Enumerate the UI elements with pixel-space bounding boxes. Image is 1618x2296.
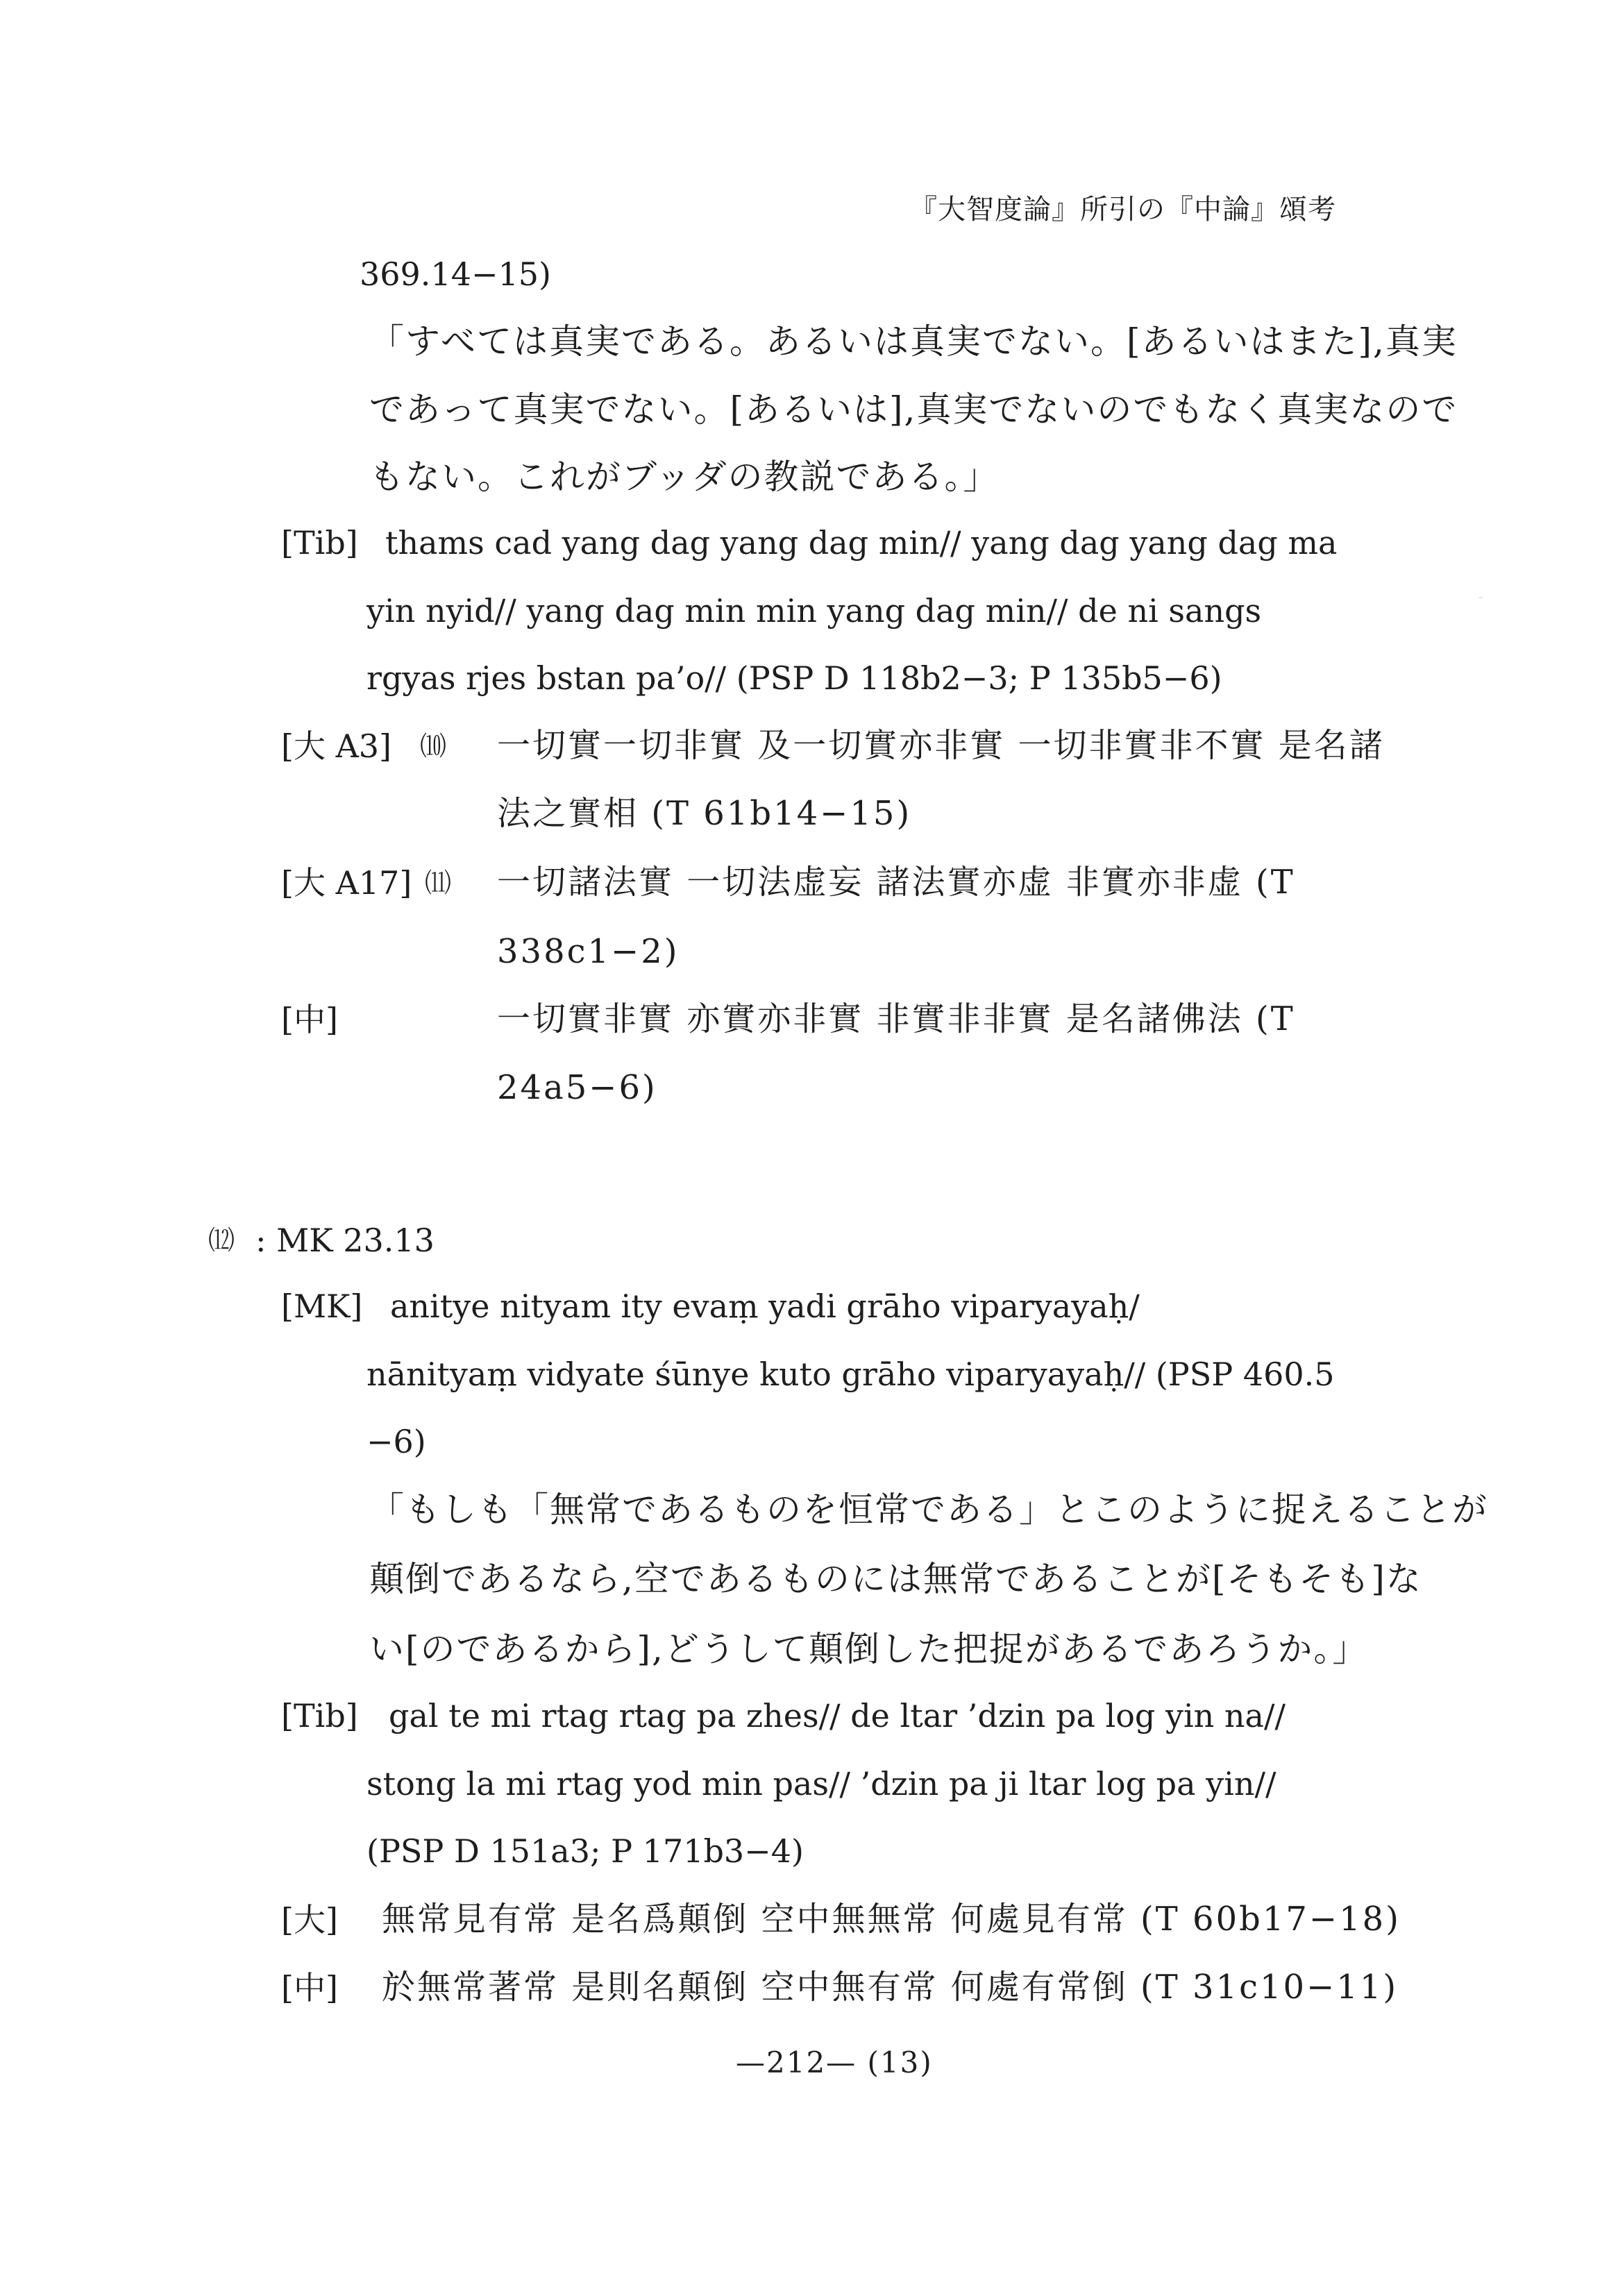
mk-line-3: −6) [366,1423,426,1460]
tib2-line-3: (PSP D 151a3; P 171b3−4) [366,1832,804,1870]
tib2-tag: [Tib] [281,1697,358,1734]
translation2-line-2: 顛倒であるなら,空であるものには無常であることが[そもそも]な [369,1559,1422,1599]
da-line: 無常見有常 是名爲顛倒 空中無無常 何處見有常 (T 60b17−18) [382,1900,1401,1939]
section-heading: : MK 23.13 [255,1222,435,1259]
da-a3-line-2: 法之實相 (T 61b14−15) [497,794,912,833]
running-head: 『大智度論』所引の『中論』頌考 [909,194,1336,226]
note-marker-11: ⑾ [425,868,452,898]
zhong-line-2: 24a5−6) [497,1068,657,1107]
translation-line-1: 「すべては真実である。あるいは真実でない。[あるいはまた],真実 [369,321,1458,362]
tib-line-1: thams cad yang dag yang dag min// yang dag yang dag ma [385,524,1338,562]
tib-line-2: yin nyid// yang dag min min yang dag min// de ni sangs [366,592,1262,630]
zhong-line-1: 一切實非實 亦實亦非實 非實非非實 是名諸佛法 (T [497,999,1295,1038]
translation-line-2: であって真実でない。[あるいは],真実でないのでもなく真実なので [369,389,1458,430]
da-tag: [大] [281,1901,338,1939]
tib2-line-2: stong la mi rtag yod min pas// ’dzin pa ji ltar log pa yin// [366,1765,1276,1803]
zhong2-line: 於無常著常 是則名顛倒 空中無有常 何處有常倒 (T 31c10−11) [382,1968,1399,2007]
zhong-tag: [中] [281,1001,338,1038]
translation2-line-3: い[のであるから],どうして顛倒した把捉があるであろうか。」 [369,1629,1369,1669]
zhong2-tag: [中] [281,1969,338,2007]
da-a3-tag: [大 A3] [281,727,392,765]
da-a17-tag: [大 A17] [281,864,412,902]
tib2-line-1: gal te mi rtag rtag pa zhes// de ltar ’dzin pa log yin na// [389,1697,1286,1734]
da-a3-line-1: 一切實一切非實 及一切實亦非實 一切非實非不實 是名諸 [497,726,1385,765]
tib-tag: [Tib] [281,524,358,562]
da-a17-line-2: 338c1−2) [497,932,680,971]
mk-line-1: anitye nityam ity evaṃ yadi grāho viparyayaḥ/ [390,1288,1140,1325]
note-marker-10: ⑽ [420,731,447,761]
page-folio: —212— (13) [736,2045,933,2079]
translation2-line-1: 「もしも「無常であるものを恒常である」とこのように捉えることが [369,1489,1488,1530]
note-number-12: ⑿ [208,1225,235,1256]
mk-line-2: nānityaṃ vidyate śūnye kuto grāho viparyayaḥ// (PSP 460.5 [366,1356,1335,1393]
mk-tag: [MK] [281,1288,363,1325]
translation-line-3: もない。これがブッダの教説である。」 [369,457,1000,497]
da-a17-line-1: 一切諸法實 一切法虚妄 諸法實亦虚 非實亦非虚 (T [497,863,1295,902]
margin-speck [1478,597,1483,598]
tib-line-3: rgyas rjes bstan pa’o// (PSP D 118b2−3; P 135b5−6) [366,659,1222,697]
reference-tail: 369.14−15) [360,255,551,293]
